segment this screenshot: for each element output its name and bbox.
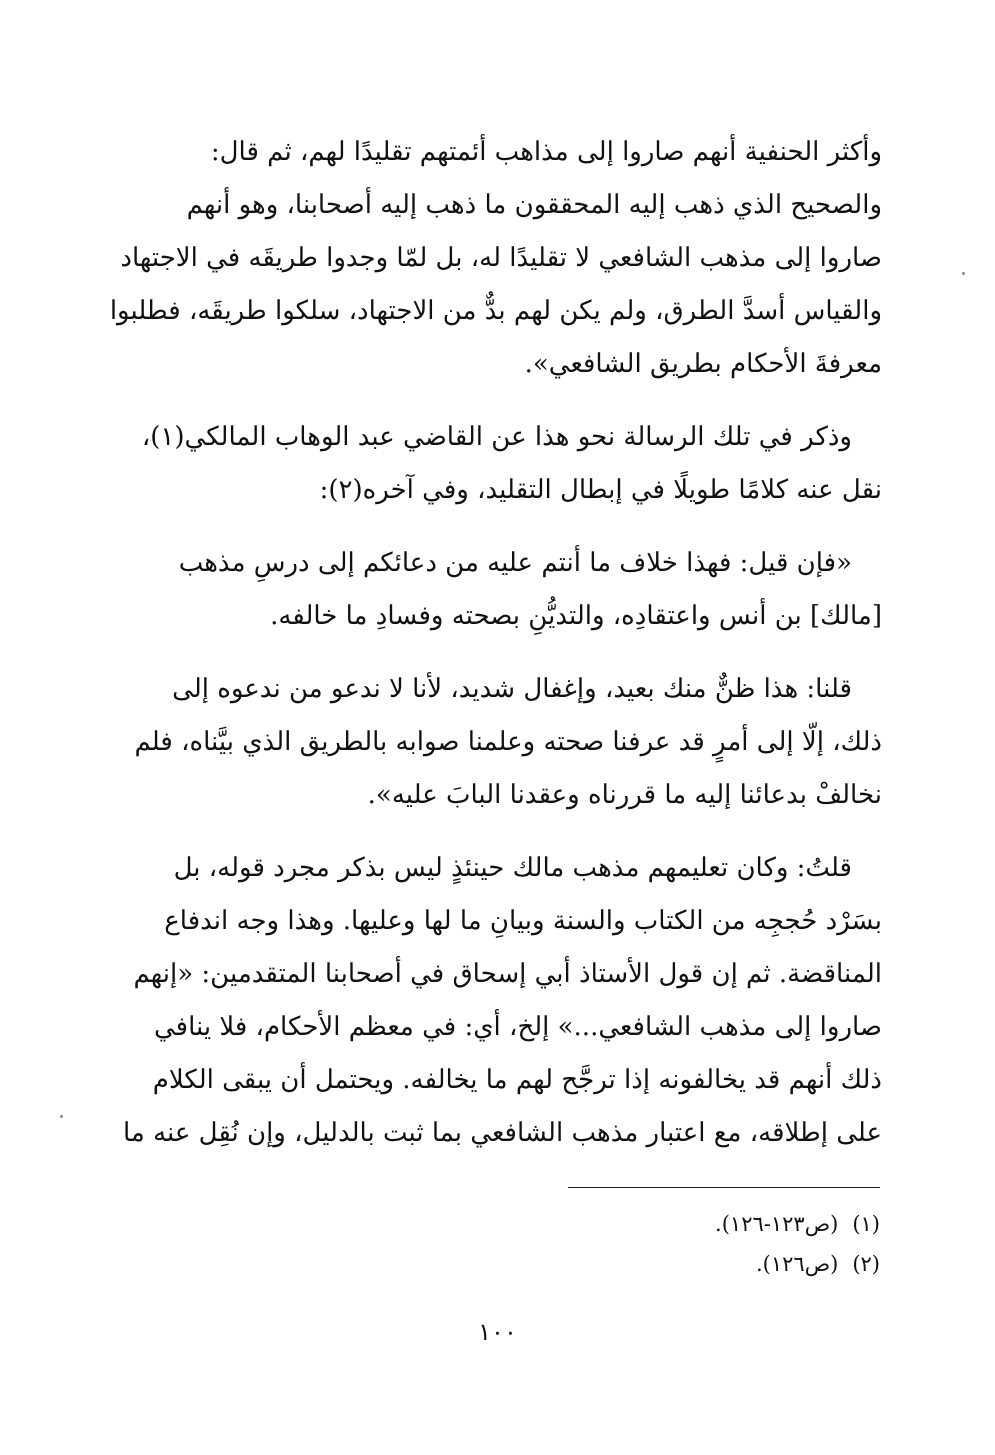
footnote-1 (540, 1204, 880, 1244)
scan-speck (962, 272, 965, 275)
text-line: قلنا: هذا ظنٌّ منك بعيد، وإغفال شديد، لأنا لا ندعو من ندعوه إلى (172, 674, 852, 704)
text-line: نخالفْ بدعائنا إليه ما قررناه وعقدنا البابَ عليه». (367, 780, 882, 810)
text-line: وذكر في تلك الرسالة نحو هذا عن القاضي عبد الوهاب المالكي(١)، (141, 422, 852, 452)
text-line: وأكثر الحنفية أنهم صاروا إلى مذاهب أئمتهم تقليدًا لهم، ثم قال: (210, 137, 882, 167)
scan-speck (60, 1115, 63, 1118)
footnote-number: (٢) (852, 1252, 880, 1276)
text-line: ذلك، إلّا إلى أمرٍ قد عرفنا صحته وعلمنا صوابه بالطريق الذي بيَّناه، فلم (134, 727, 882, 757)
footnotes (540, 1204, 880, 1284)
text-line: ذلك أنهم قد يخالفونه إذا ترجَّح لهم ما يخالفه. ويحتمل أن يبقى الكلام (152, 1065, 882, 1095)
text-line: معرفةَ الأحكام بطريق الشافعي». (524, 349, 882, 379)
footnote-separator (568, 1187, 880, 1188)
footnote-2 (540, 1244, 880, 1284)
page-number: ١٠٠ (478, 1318, 517, 1346)
text-line: على إطلاقه، مع اعتبار مذهب الشافعي بما ثبت بالدليل، وإن نُقِل عنه ما (122, 1118, 882, 1148)
footnote-text: (ص١٢٣-١٢٦). (715, 1212, 839, 1236)
text-line: صاروا إلى مذهب الشافعي لا تقليدًا له، بل لمّا وجدوا طريقَه في الاجتهاد (120, 243, 882, 273)
paragraph-3-quote (104, 537, 882, 643)
paragraph-2 (104, 411, 882, 517)
text-line: صاروا إلى مذهب الشافعي...» إلخ، أي: في معظم الأحكام، فلا ينافي (153, 1012, 882, 1042)
text-line: [مالك] بن أنس واعتقادِه، والتديُّنِ بصحته وفسادِ ما خالفه. (270, 601, 882, 631)
text-line: قلتُ: وكان تعليمهم مذهب مالك حينئذٍ ليس بذكر مجرد قوله، بل (173, 853, 852, 883)
text-line: «فإن قيل: فهذا خلاف ما أنتم عليه من دعائكم إلى درسِ مذهب (178, 548, 852, 578)
text-line: بسَرْد حُججِه من الكتاب والسنة وبيانِ ما لها وعليها. وهذا وجه اندفاع (164, 906, 882, 936)
text-line: المناقضة. ثم إن قول الأستاذ أبي إسحاق في أصحابنا المتقدمين: «إنهم (133, 959, 882, 989)
main-text (104, 126, 882, 1180)
text-line: والقياس أسدَّ الطرق، ولم يكن لهم بدٌّ من الاجتهاد، سلكوا طريقَه، فطلبوا (109, 296, 882, 326)
text-line: والصحيح الذي ذهب إليه المحققون ما ذهب إليه أصحابنا، وهو أنهم (186, 190, 882, 220)
paragraph-5 (104, 842, 882, 1160)
paragraph-1 (104, 126, 882, 391)
footnote-text: (ص١٢٦). (756, 1252, 839, 1276)
footnote-number: (١) (852, 1212, 880, 1236)
paragraph-4-quote (104, 663, 882, 822)
text-line: نقل عنه كلامًا طويلًا في إبطال التقليد، وفي آخره(٢): (319, 475, 882, 505)
